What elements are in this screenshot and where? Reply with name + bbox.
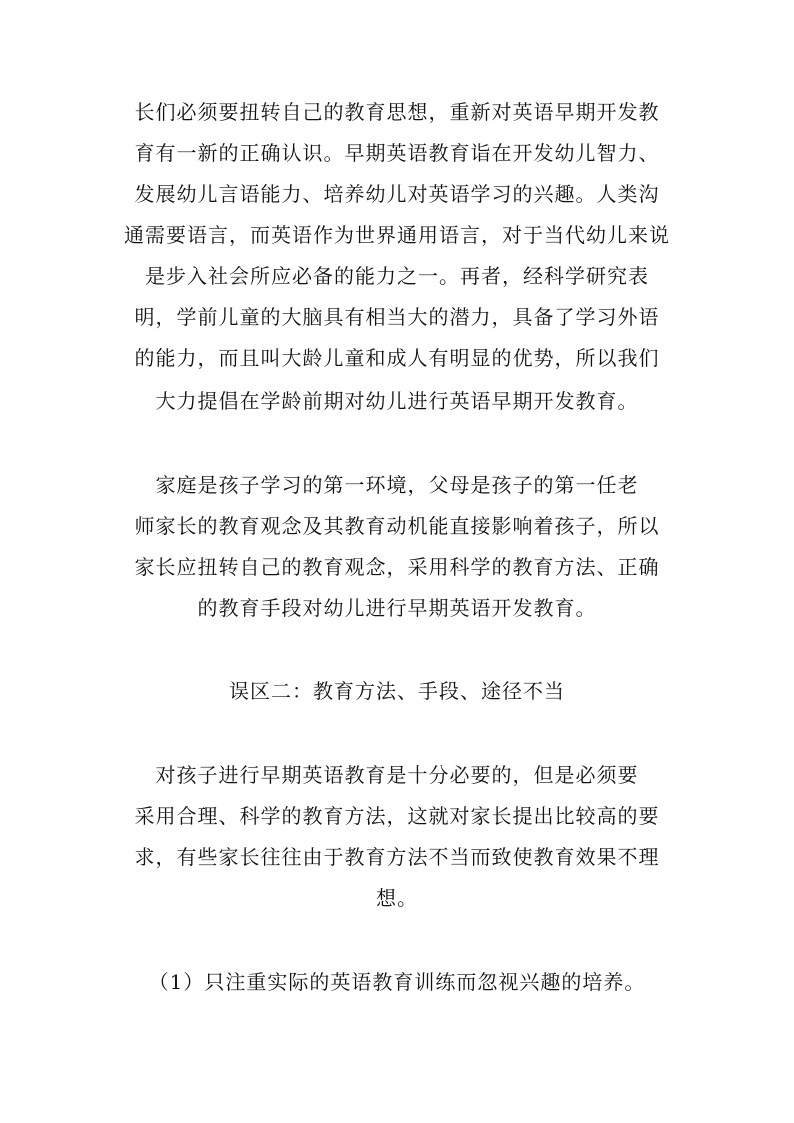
paragraph-1-line-3: 发展幼儿言语能力、培养幼儿对英语学习的兴趣。人类沟 [134, 182, 660, 206]
paragraph-1-line-1: 长们必须要扭转自己的教育思想，重新对英语早期开发教 [134, 100, 660, 124]
paragraph-3-line-4: 想。 [376, 886, 418, 910]
paragraph-3-line-1: 对孩子进行早期英语教育是十分必要的，但是必须要 [155, 763, 639, 787]
section-heading: 误区二：教育方法、手段、途径不当 [229, 679, 565, 703]
paragraph-2-line-1: 家庭是孩子学习的第一环境，父母是孩子的第一任老 [155, 473, 639, 497]
list-item-1: （1）只注重实际的英语教育训练而忽视兴趣的培养。 [148, 970, 646, 994]
paragraph-1-line-6: 明，学前儿童的大脑具有相当大的潜力，具备了学习外语 [134, 305, 660, 329]
paragraph-1-line-7: 的能力，而且叫大龄儿童和成人有明显的优势，所以我们 [134, 346, 660, 370]
paragraph-1-line-8: 大力提倡在学龄前期对幼儿进行英语早期开发教育。 [155, 389, 639, 413]
paragraph-1-line-4: 通需要语言，而英语作为世界通用语言，对于当代幼儿来说 [124, 223, 670, 247]
paragraph-2-line-2: 师家长的教育观念及其教育动机能直接影响着孩子，所以 [134, 514, 660, 538]
paragraph-1-line-5: 是步入社会所应必备的能力之一。再者，经科学研究表 [145, 264, 649, 288]
paragraph-2-line-3: 家长应扭转自己的教育观念，采用科学的教育方法、正确 [134, 555, 660, 579]
paragraph-2-line-4: 的教育手段对幼儿进行早期英语开发教育。 [197, 596, 597, 620]
paragraph-1-line-2: 育有一新的正确认识。早期英语教育诣在开发幼儿智力、 [134, 141, 660, 165]
paragraph-3-line-3: 求，有些家长往往由于教育方法不当而致使教育效果不理 [134, 845, 660, 869]
paragraph-3-line-2: 采用合理、科学的教育方法，这就对家长提出比较高的要 [134, 804, 660, 828]
